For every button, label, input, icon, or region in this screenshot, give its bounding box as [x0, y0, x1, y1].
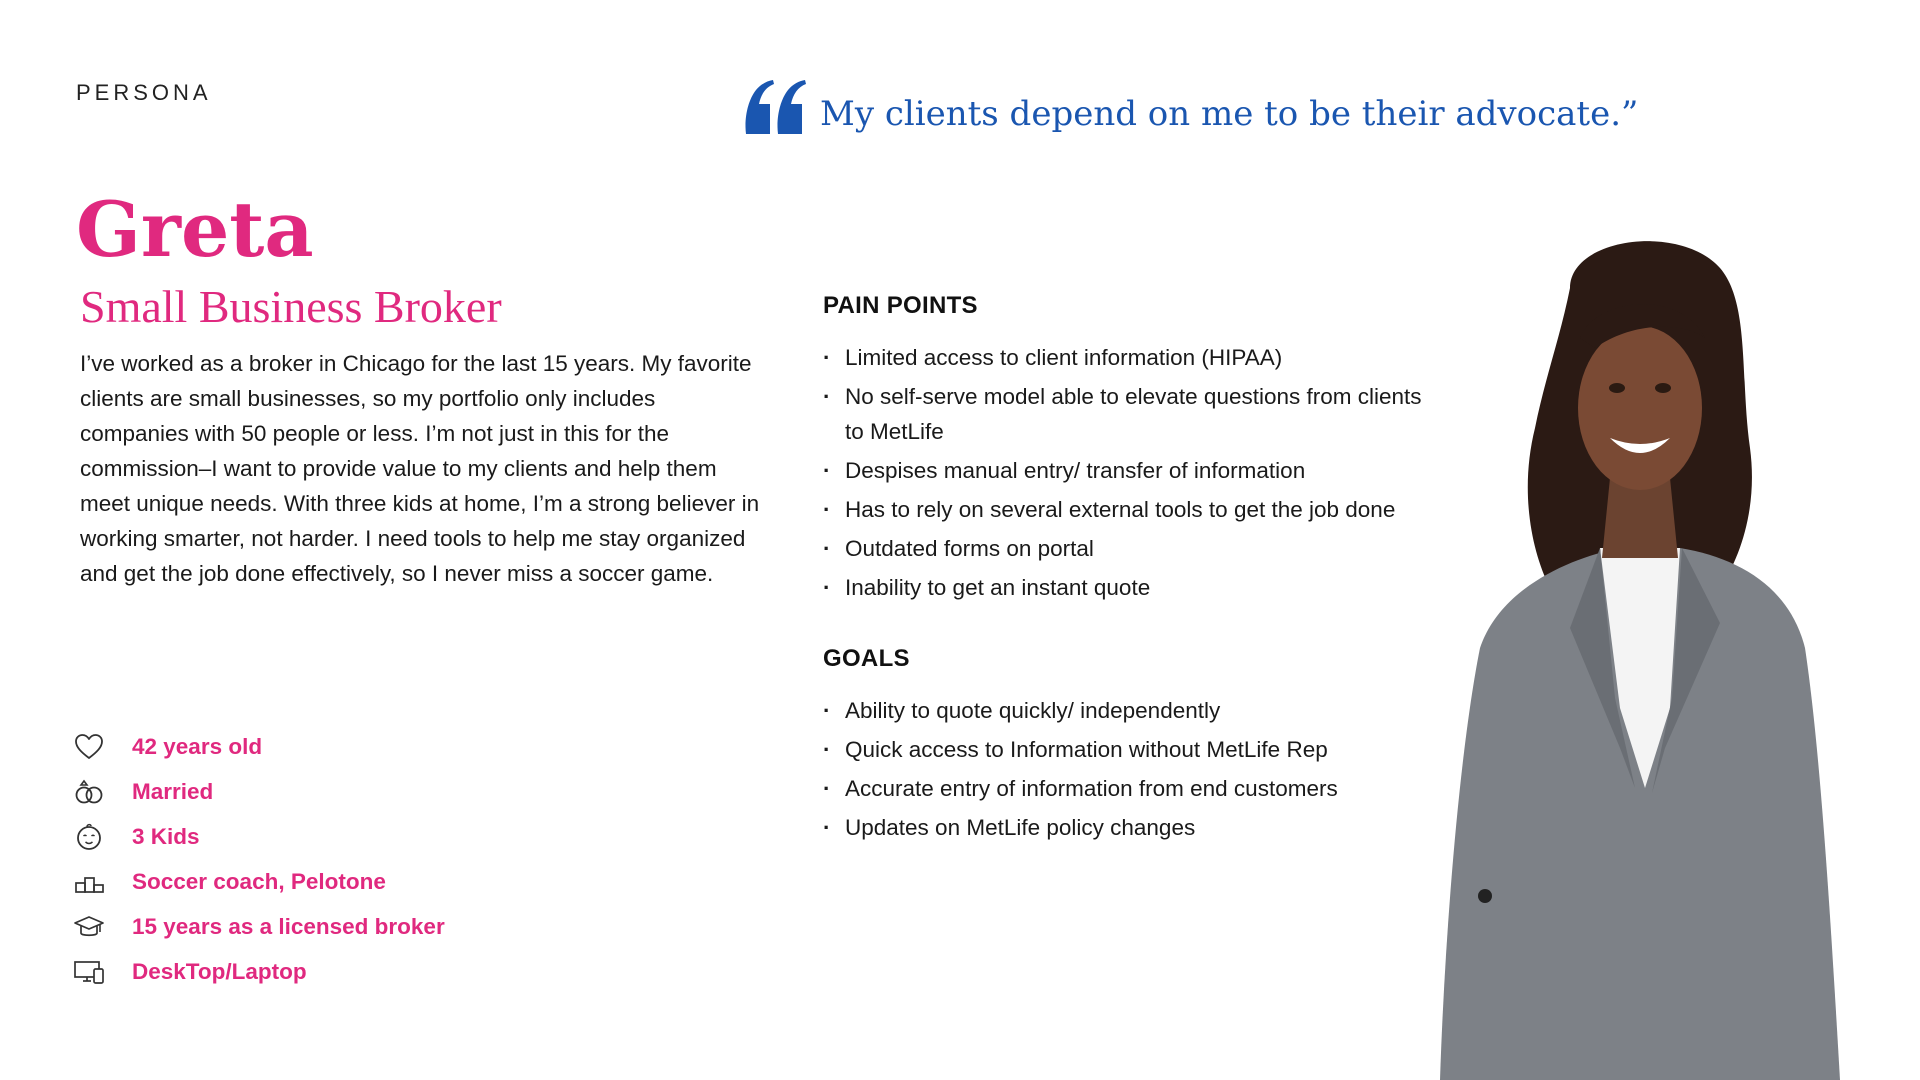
- list-item: · Quick access to Information without MetLife Rep: [823, 732, 1443, 767]
- persona-name: Greta: [76, 185, 314, 274]
- list-item: · Inability to get an instant quote: [823, 570, 1443, 605]
- fact-devices: [72, 949, 445, 994]
- pain-points-title: PAIN POINTS: [823, 292, 978, 319]
- fact-marital-status: [72, 769, 445, 814]
- heart-icon: [72, 730, 106, 764]
- fact-age: [72, 724, 445, 769]
- rings-icon: [72, 775, 106, 809]
- list-item: · Ability to quote quickly/ independently: [823, 693, 1443, 728]
- persona-role: Small Business Broker: [80, 281, 502, 332]
- list-item: · Accurate entry of information from end customers: [823, 771, 1443, 806]
- fact-label: Married: [132, 778, 214, 804]
- pain-points-list: [823, 340, 1443, 609]
- quote-mark-icon: [742, 78, 808, 138]
- fact-experience: [72, 904, 445, 949]
- fact-label: 15 years as a licensed broker: [132, 913, 445, 939]
- persona-bio: I’ve worked as a broker in Chicago for the last 15 years. My favorite clients are small businesses, so my portfolio only includes companies with 50 people or less. I’m not just in this for the commission–I want to provide value to my clients and help them meet unique needs. With three kids at home, I’m a strong believer in working smarter, not harder. I need tools to help me stay organized and get the job done effectively, so I never miss a soccer game.: [80, 351, 760, 586]
- podium-icon: [72, 865, 106, 899]
- persona-quote: My clients depend on me to be their advocate.”: [820, 94, 1639, 134]
- fact-label: 3 Kids: [132, 823, 200, 849]
- eyebrow-label: PERSONA: [76, 80, 212, 105]
- list-item: · No self-serve model able to elevate questions from clients to MetLife: [823, 379, 1443, 449]
- goals-title: GOALS: [823, 645, 910, 672]
- fact-hobbies: [72, 859, 445, 904]
- devices-icon: [72, 955, 106, 989]
- list-item: · Despises manual entry/ transfer of information: [823, 453, 1443, 488]
- list-item: · Limited access to client information (HIPAA): [823, 340, 1443, 375]
- fact-label: 42 years old: [132, 733, 263, 759]
- list-item: · Outdated forms on portal: [823, 531, 1443, 566]
- persona-photo: [1420, 228, 1860, 1080]
- goals-list: [823, 693, 1443, 849]
- persona-facts: [72, 724, 445, 994]
- list-item: · Updates on MetLife policy changes: [823, 810, 1443, 845]
- fact-label: Soccer coach, Pelotone: [132, 868, 386, 894]
- graduation-cap-icon: [72, 910, 106, 944]
- fact-kids: [72, 814, 445, 859]
- list-item: · Has to rely on several external tools to get the job done: [823, 492, 1443, 527]
- fact-label: DeskTop/Laptop: [132, 958, 307, 984]
- baby-face-icon: [72, 820, 106, 854]
